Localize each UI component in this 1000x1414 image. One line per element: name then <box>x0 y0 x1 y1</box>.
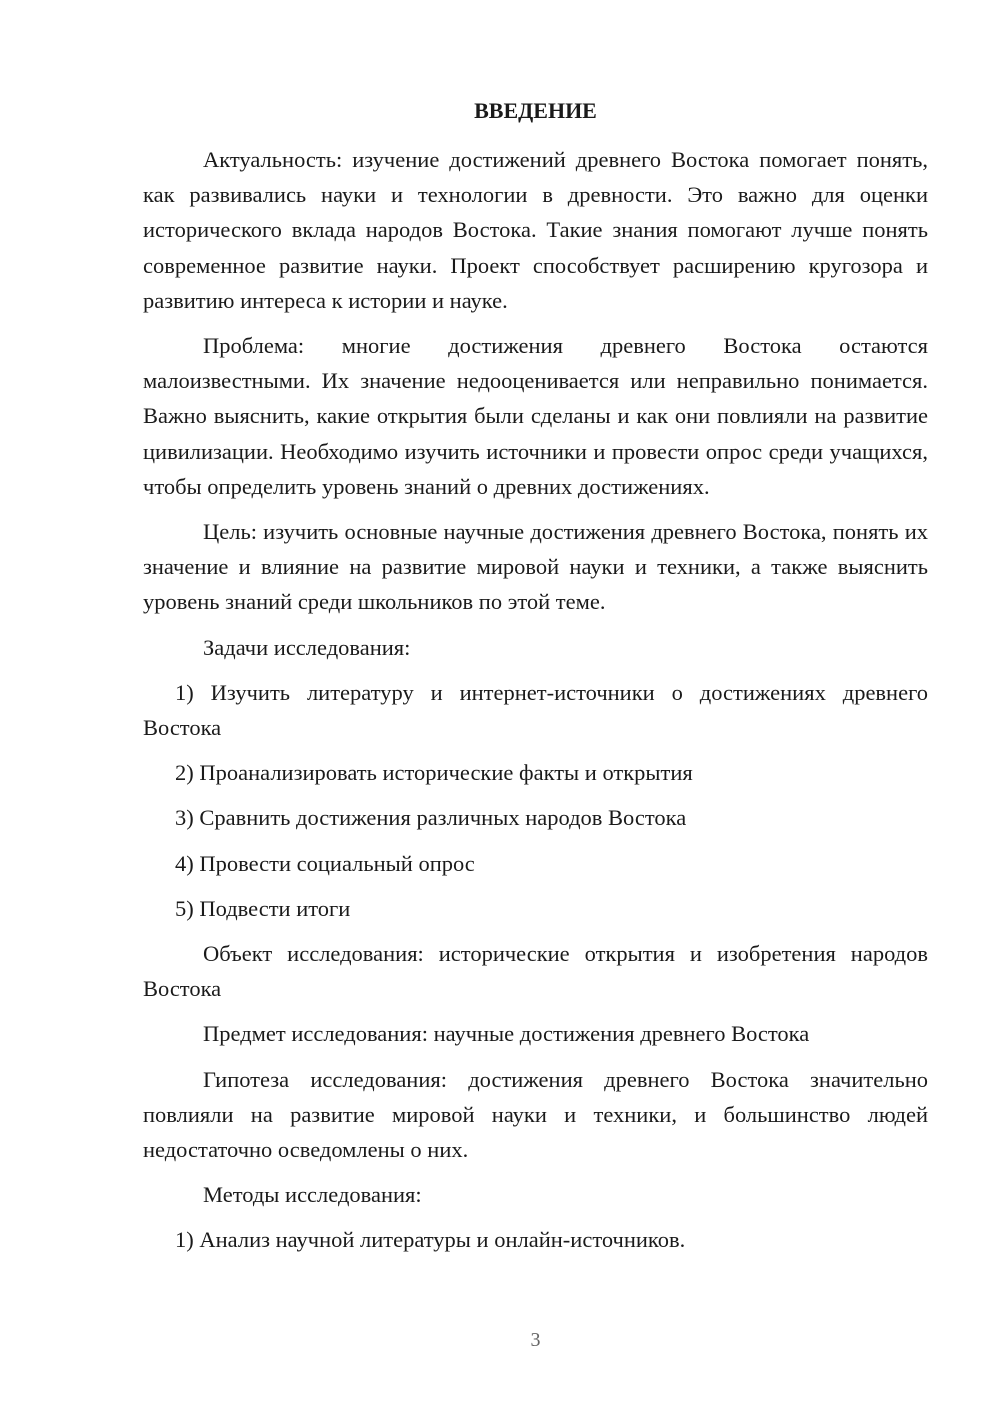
paragraph-subject: Предмет исследования: научные достижения древнего Востока <box>203 1021 810 1047</box>
task-item-2: 2) Проанализировать исторические факты и открытия <box>175 760 693 786</box>
task-item-4: 4) Провести социальный опрос <box>175 850 475 876</box>
tasks-title: Задачи исследования: <box>203 634 411 660</box>
task-item-1: 1) Изучить литературу и интернет-источники о достижениях древнего Востока <box>143 679 928 741</box>
paragraph-hypothesis: Гипотеза исследования: достижения древнего Востока значительно повлияли на развитие мировой науки и техники, и большинство людей недостаточно осведомлены о них. <box>143 1066 928 1163</box>
task-item-5: 5) Подвести итоги <box>175 895 351 921</box>
paragraph-goal: Цель: изучить основные научные достижения древнего Востока, понять их значение и влияние на развитие мировой науки и техники, а также выяснить уровень знаний среди школьников по этой теме. <box>143 519 928 615</box>
task-item-3: 3) Сравнить достижения различных народов Востока <box>175 805 687 831</box>
method-item-1: 1) Анализ научной литературы и онлайн-источников. <box>175 1227 686 1253</box>
paragraph-object: Объект исследования: исторические открытия и изобретения народов Востока <box>143 941 928 1002</box>
document-body <box>143 142 928 1268</box>
paragraph-relevance: Актуальность: изучение достижений древнего Востока помогает понять, как развивались науки и технологии в древности. Это важно для оценки исторического вклада народов Востока. Такие знания помогают лучше понять современное развитие науки. Проект способствует расширению кругозора и развитию интереса к истории и науке. <box>143 147 928 313</box>
page-title: ВВЕДЕНИЕ <box>474 98 597 123</box>
methods-title: Методы исследования: <box>203 1182 422 1208</box>
paragraph-problem: Проблема: многие достижения древнего Востока остаются малоизвестными. Их значение недооценивается или неправильно понимается. Важно выяснить, какие открытия были сделаны и как они повлияли на развитие цивилизации. Необходимо изучить источники и провести опрос среди учащихся, чтобы определить уровень знаний о древних достижениях. <box>143 333 928 499</box>
page-number: 3 <box>530 1329 541 1351</box>
document-page <box>143 0 928 1414</box>
